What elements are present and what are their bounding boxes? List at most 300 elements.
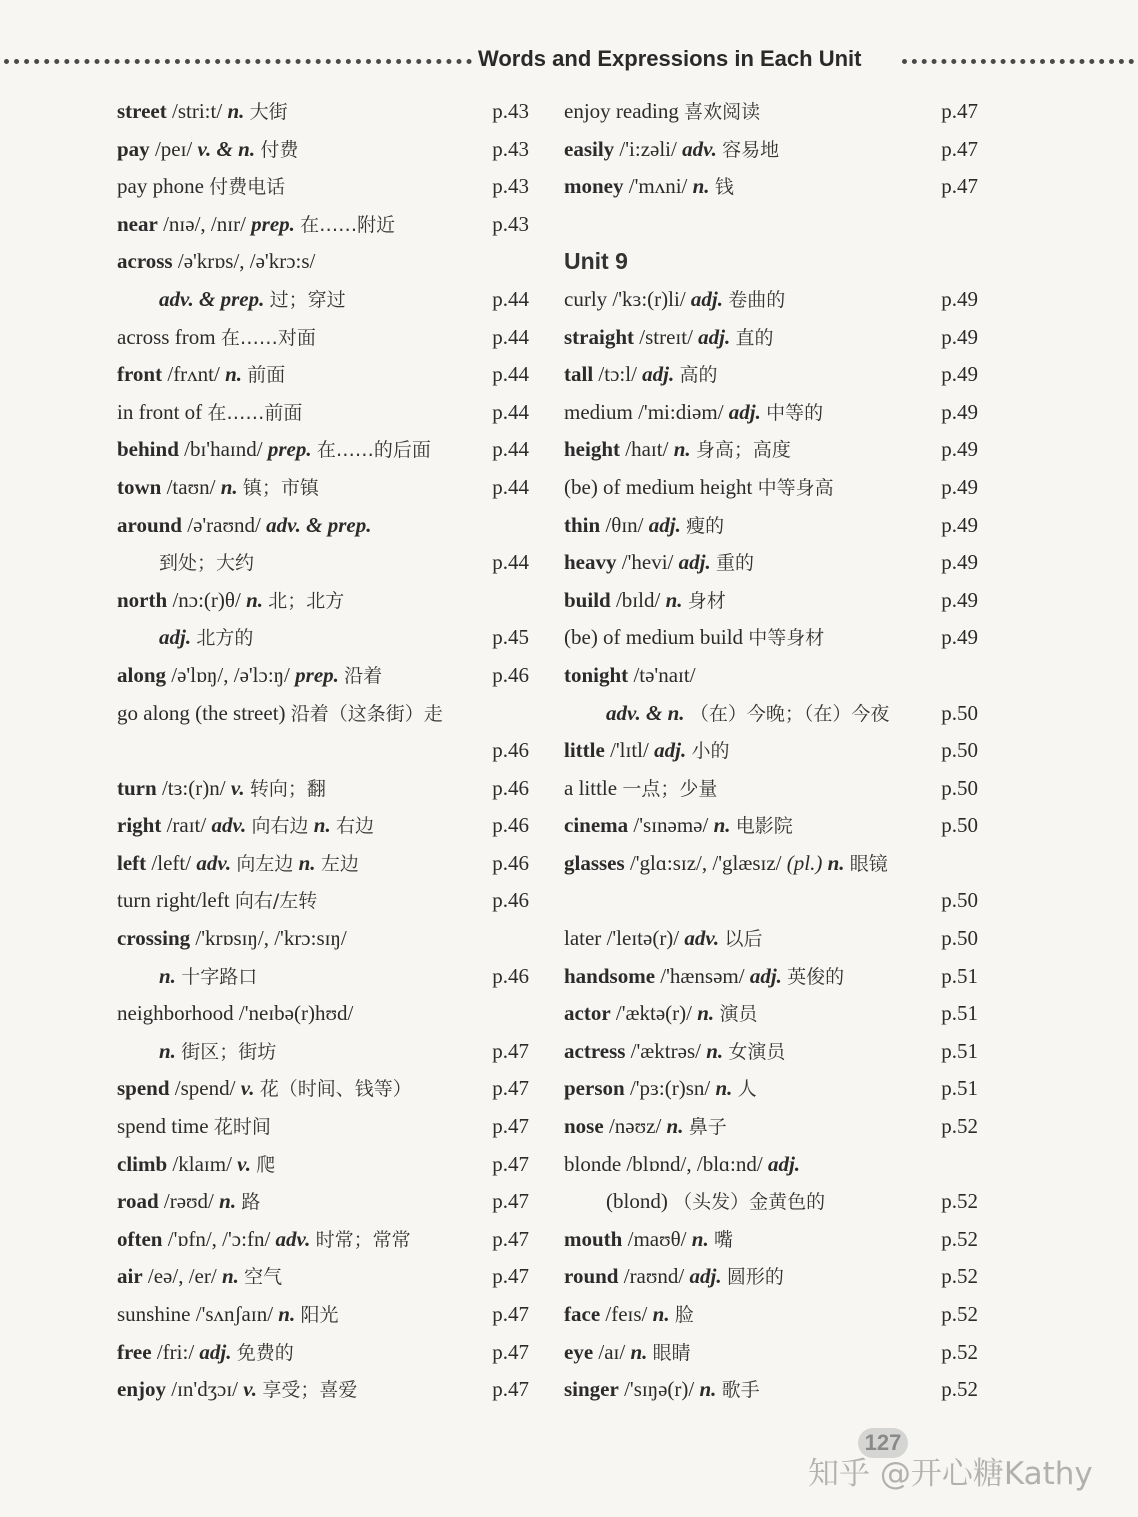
page-reference: p.44 [492, 437, 529, 462]
chinese-meaning: 重的 [715, 552, 754, 575]
entry-text [564, 1296, 694, 1335]
chinese-meaning: 嘴 [713, 1228, 733, 1251]
entry-text [117, 394, 302, 433]
headword: build [564, 587, 611, 612]
headword: nose [564, 1114, 604, 1139]
chinese-meaning: 北；北方 [268, 589, 345, 612]
part-of-speech: n. [246, 587, 263, 612]
chinese-meaning: 左边 [320, 852, 359, 875]
vocab-entry [117, 93, 529, 131]
page-reference: p.47 [492, 1264, 529, 1289]
headword: front [117, 362, 163, 387]
headword: near [117, 211, 158, 236]
entry-text [117, 1296, 338, 1335]
part-of-speech: adv. [684, 926, 720, 951]
entry-text [159, 1033, 276, 1072]
headword: easily [564, 136, 615, 161]
entry-text [564, 356, 718, 395]
vocab-entry [117, 319, 529, 357]
phonetic: /bɪld/ [615, 587, 661, 612]
chinese-meaning: 一点；少量 [622, 777, 718, 800]
phonetic: /feɪs/ [605, 1302, 648, 1326]
phonetic: /frʌnt/ [167, 362, 220, 387]
vocab-entry [564, 1221, 978, 1259]
part-of-speech: n. [697, 1001, 715, 1026]
vocab-entry [564, 394, 978, 432]
phrase: enjoy reading [564, 99, 679, 123]
phonetic: /blɒnd/, /blɑ:nd/ [626, 1151, 763, 1176]
entry-text [117, 243, 315, 281]
part-of-speech: adv. & prep. [159, 286, 265, 311]
chinese-meaning: 鼻子 [688, 1116, 727, 1139]
part-of-speech: v. [240, 1076, 255, 1101]
part-of-speech: n. [652, 1302, 670, 1326]
chinese-meaning: 大街 [249, 101, 288, 123]
entry-text [117, 657, 382, 696]
chinese-meaning: 路 [241, 1191, 261, 1214]
vocab-entry [117, 1108, 529, 1146]
page-reference: p.44 [492, 474, 529, 499]
vocab-entry [117, 1033, 529, 1071]
page-reference: p.49 [941, 625, 978, 650]
vocab-entry [564, 657, 978, 695]
vocab-entry [564, 131, 978, 169]
plural-marker: (pl.) [786, 850, 823, 875]
entry-text [564, 319, 774, 358]
entry-text [564, 243, 628, 281]
page-reference: p.44 [492, 550, 529, 575]
part-of-speech: adj. [648, 512, 681, 537]
phonetic: /'i:zəli/ [619, 136, 677, 161]
entry-text [117, 582, 344, 621]
vocab-entry [564, 582, 978, 620]
vocab-entry [564, 1334, 978, 1372]
page-reference: p.47 [492, 1038, 529, 1063]
page-reference: p.51 [941, 1038, 978, 1063]
watermark: 知乎 @开心糖Kathy [808, 1456, 1093, 1492]
phrase: neighborhood [117, 1001, 234, 1026]
phonetic: /'lɪtl/ [610, 738, 649, 763]
vocab-entry [117, 1183, 529, 1221]
entry-text [159, 958, 257, 997]
chinese-meaning: 眼睛 [652, 1341, 691, 1364]
chinese-meaning: 眼镜 [849, 852, 888, 875]
entry-text [564, 1221, 733, 1260]
chinese-meaning: 享受；喜爱 [262, 1379, 358, 1402]
vocab-entry [564, 882, 978, 920]
part-of-speech: adj. [728, 399, 761, 424]
entry-text [564, 1070, 757, 1109]
entry-text [564, 845, 888, 884]
page-reference: p.46 [492, 813, 529, 838]
vocab-entry [564, 770, 978, 808]
page-reference: p.50 [941, 813, 978, 838]
phonetic: /θɪn/ [605, 512, 644, 537]
page-reference: p.47 [492, 1226, 529, 1251]
headword: spend [117, 1076, 170, 1101]
headword: behind [117, 437, 179, 462]
vocab-entry [117, 770, 529, 808]
chinese-meaning: 歌手 [721, 1379, 760, 1402]
chinese-meaning: 在……的后面 [316, 439, 431, 462]
page-reference: p.44 [492, 286, 529, 311]
part-of-speech: n. [219, 1189, 237, 1214]
variant-spelling: (blond) [606, 1189, 668, 1214]
phrase: pay phone [117, 174, 204, 199]
vocab-entry [117, 507, 529, 545]
phonetic: /nəʊz/ [608, 1114, 662, 1139]
headword: round [564, 1264, 619, 1289]
page-reference: p.47 [941, 99, 978, 123]
part-of-speech: adj. [689, 1264, 722, 1289]
page-reference: p.51 [941, 1076, 978, 1101]
chinese-meaning: 在……对面 [220, 326, 316, 349]
page-reference: p.43 [492, 136, 529, 161]
entry-text [564, 1334, 691, 1373]
phonetic: /ɪn'dʒɔɪ/ [171, 1377, 239, 1402]
headword: left [117, 850, 147, 875]
page-reference: p.52 [941, 1189, 978, 1214]
vocab-entry [117, 281, 529, 319]
phrase: medium [564, 399, 633, 424]
chinese-meaning: 高的 [679, 364, 718, 387]
phonetic: /'glɑ:sɪz/, /'glæsɪz/ [629, 850, 782, 875]
phonetic: /'mi:diəm/ [638, 399, 724, 424]
vocab-entry [564, 920, 978, 958]
vocab-entry [117, 1258, 529, 1296]
entry-text [564, 958, 844, 997]
chinese-meaning: 电影院 [735, 815, 793, 838]
page-reference: p.47 [492, 1189, 529, 1214]
entry-text [117, 845, 359, 884]
page-reference: p.47 [492, 1377, 529, 1402]
part-of-speech: n. [225, 362, 243, 387]
entry-text [117, 1146, 275, 1185]
chinese-meaning: 身材 [687, 589, 726, 612]
phrase: in front of [117, 399, 203, 424]
part-of-speech: n. [692, 174, 710, 199]
headword: heavy [564, 550, 617, 575]
headword: tall [564, 362, 594, 387]
phonetic: /'leɪtə(r)/ [606, 926, 680, 951]
page-reference: p.47 [492, 1151, 529, 1176]
chinese-meaning: 演员 [719, 1003, 758, 1026]
page-number-badge: 127 [858, 1428, 908, 1458]
page-reference: p.50 [941, 738, 978, 763]
page-reference: p.50 [941, 700, 978, 725]
phonetic: /haɪt/ [625, 437, 669, 462]
vocab-entry [117, 131, 529, 169]
right-vocabulary-column [564, 93, 978, 1409]
page-reference: p.47 [492, 1339, 529, 1364]
part-of-speech: adj. [698, 324, 731, 349]
page-reference: p.47 [941, 136, 978, 161]
chinese-meaning: 时常；常常 [315, 1228, 411, 1251]
chinese-meaning: 钱 [714, 176, 734, 199]
page-reference: p.49 [941, 324, 978, 349]
header-dot-leader-left [4, 59, 472, 64]
page-reference: p.46 [492, 775, 529, 800]
phonetic: /klaɪm/ [172, 1151, 232, 1176]
chinese-meaning: 向右/左转 [234, 890, 318, 913]
phonetic: /aɪ/ [598, 1339, 626, 1364]
entry-text [117, 319, 316, 358]
vocab-entry [564, 356, 978, 394]
headword: air [117, 1264, 143, 1289]
chinese-meaning: 女演员 [728, 1040, 786, 1063]
phrase: sunshine [117, 1302, 191, 1326]
vocab-entry [117, 1334, 529, 1372]
page-reference: p.43 [492, 174, 529, 199]
entry-text [564, 582, 726, 621]
part-of-speech: adv. [682, 136, 717, 161]
phonetic: /'ɒfn/, /'ɔ:fn/ [167, 1226, 271, 1251]
part-of-speech: prep. [295, 662, 339, 687]
entry-text [564, 507, 724, 546]
page-reference: p.46 [492, 662, 529, 687]
page-reference: p.49 [941, 286, 978, 311]
part-of-speech: n. [278, 1302, 296, 1326]
entry-text [564, 732, 729, 771]
entry-text [117, 131, 298, 170]
headword: height [564, 437, 621, 462]
vocab-entry [117, 1070, 529, 1108]
entry-text [117, 356, 285, 395]
headword: actress [564, 1038, 626, 1063]
chinese-meaning: 直的 [735, 326, 774, 349]
part-of-speech: n. [715, 1076, 733, 1101]
headword: pay [117, 136, 150, 161]
page-reference: p.44 [492, 399, 529, 424]
vocab-entry [564, 807, 978, 845]
page-reference: p.49 [941, 437, 978, 462]
headword: town [117, 474, 162, 499]
phonetic: /'sɪŋə(r)/ [624, 1377, 695, 1402]
page-reference: p.46 [492, 850, 529, 875]
entry-text [564, 168, 734, 207]
part-of-speech: prep. [251, 211, 295, 236]
vocab-entry [564, 1371, 978, 1409]
entry-text [564, 1371, 760, 1410]
page-reference: p.44 [492, 362, 529, 387]
part-of-speech: n. [220, 474, 238, 499]
chinese-meaning: 圆形的 [726, 1266, 784, 1289]
headword: handsome [564, 963, 656, 988]
entry-text [564, 469, 834, 508]
part-of-speech: n. [673, 437, 691, 462]
part-of-speech: n. [699, 1377, 717, 1402]
entry-text [564, 544, 754, 583]
page-reference: p.50 [941, 775, 978, 800]
entry-text [564, 93, 760, 132]
entry-text [159, 544, 254, 583]
page-reference: p.47 [492, 1114, 529, 1139]
entry-text [117, 93, 288, 132]
headword: crossing [117, 926, 191, 951]
headword: climb [117, 1151, 168, 1176]
phrase: turn right/left [117, 888, 230, 913]
page-reference: p.52 [941, 1377, 978, 1402]
phonetic: /stri:t/ [172, 99, 223, 123]
vocab-entry [564, 168, 978, 206]
headword: along [117, 662, 167, 687]
page-reference: p.50 [941, 888, 978, 913]
chinese-meaning: 向右边 [251, 815, 309, 838]
vocab-entry [564, 544, 978, 582]
phonetic: /raʊnd/ [623, 1264, 685, 1289]
headword: right [117, 813, 162, 838]
vocab-entry [564, 845, 978, 883]
page-reference: p.51 [941, 963, 978, 988]
entry-text [117, 920, 347, 958]
page-reference: p.47 [941, 174, 978, 199]
chinese-meaning: 过；穿过 [269, 288, 346, 311]
phonetic: /maʊθ/ [627, 1226, 687, 1251]
vocab-entry [117, 431, 529, 469]
headword: road [117, 1189, 159, 1214]
chinese-meaning: 卷曲的 [728, 288, 786, 311]
chinese-meaning: 小的 [691, 740, 730, 763]
phrase: blonde [564, 1151, 622, 1176]
phrase: (be) of medium build [564, 625, 744, 650]
phonetic: /left/ [151, 850, 192, 875]
entry-text [564, 657, 696, 695]
part-of-speech: n. [666, 1114, 684, 1139]
entry-text [606, 695, 889, 734]
entry-text [117, 807, 374, 846]
page-reference: p.46 [492, 963, 529, 988]
headword: money [564, 174, 624, 199]
vocab-entry [564, 1033, 978, 1071]
chinese-meaning: 付费电话 [209, 176, 286, 199]
page-reference: p.47 [492, 1076, 529, 1101]
part-of-speech: adj. [767, 1151, 801, 1176]
vocab-entry [564, 281, 978, 319]
part-of-speech: v. [230, 775, 245, 800]
entry-text [564, 394, 823, 433]
part-of-speech: adv. [196, 850, 232, 875]
phonetic: /'æktə(r)/ [615, 1001, 692, 1026]
page-reference: p.45 [492, 625, 529, 650]
entry-text [564, 619, 824, 658]
entry-text [117, 1108, 271, 1147]
vocab-entry [564, 1108, 978, 1146]
vocab-entry [117, 469, 529, 507]
headword: tonight [564, 662, 629, 687]
part-of-speech: n. [630, 1339, 648, 1364]
entry-text [564, 770, 717, 809]
page-header-title: Words and Expressions in Each Unit [478, 46, 862, 71]
page-reference: p.52 [941, 1226, 978, 1251]
page-reference: p.52 [941, 1114, 978, 1139]
vocab-entry [117, 807, 529, 845]
part-of-speech: adj. [642, 362, 675, 387]
vocab-entry [117, 394, 529, 432]
vocab-entry [117, 1146, 529, 1184]
vocab-entry [117, 206, 529, 244]
entry-text [564, 131, 779, 170]
part-of-speech: prep. [267, 437, 312, 462]
phonetic: /spend/ [174, 1076, 236, 1101]
part-of-speech: adv. [275, 1226, 311, 1251]
phrase: later [564, 926, 602, 951]
entry-text [117, 695, 443, 734]
entry-text [117, 1334, 294, 1373]
entry-text [159, 281, 346, 320]
entry-text [117, 1221, 411, 1260]
chinese-meaning: 中等的 [766, 401, 824, 424]
entry-text [117, 1258, 282, 1297]
headword: free [117, 1339, 152, 1364]
phrase: go along (the street) [117, 700, 286, 725]
headword: north [117, 587, 168, 612]
entry-text [564, 431, 791, 470]
entry-text [564, 1108, 727, 1147]
chinese-meaning: 沿着（这条街）走 [290, 702, 443, 725]
chinese-meaning: 阳光 [300, 1304, 339, 1326]
phonetic: /peɪ/ [154, 136, 193, 161]
phrase: across from [117, 324, 216, 349]
vocab-entry [117, 845, 529, 883]
chinese-meaning: （在）今晚；（在）今夜 [689, 702, 890, 725]
chinese-meaning: 中等身材 [748, 627, 825, 650]
headword: street [117, 99, 167, 123]
vocab-entry [564, 431, 978, 469]
phonetic: /streɪt/ [639, 324, 693, 349]
chinese-meaning: 身高；高度 [695, 439, 791, 462]
vocab-entry [564, 469, 978, 507]
phonetic: /taʊn/ [166, 474, 216, 499]
headword: straight [564, 324, 634, 349]
page-reference: p.46 [492, 738, 529, 763]
headword: singer [564, 1377, 619, 1402]
chinese-meaning: 中等身高 [757, 476, 834, 499]
page-reference: p.43 [492, 99, 529, 123]
vocab-entry [117, 243, 529, 281]
headword: person [564, 1076, 625, 1101]
part-of-speech: v. [243, 1377, 258, 1402]
chinese-meaning: 爬 [256, 1153, 276, 1176]
phonetic: /'æktrəs/ [630, 1038, 701, 1063]
headword: enjoy [117, 1377, 166, 1402]
phonetic: /tɔ:l/ [598, 362, 637, 387]
chinese-meaning: 花时间 [213, 1116, 271, 1139]
vocab-entry [564, 695, 978, 733]
vocab-entry [117, 1371, 529, 1409]
entry-text [564, 1258, 784, 1297]
phonetic: /nɔ:(r)θ/ [172, 587, 241, 612]
chinese-meaning: 付费 [260, 138, 299, 161]
headword: around [117, 512, 182, 537]
page-reference: p.44 [492, 324, 529, 349]
part-of-speech: adv. [211, 813, 247, 838]
phonetic: /'krɒsɪŋ/, /'krɔ:sɪŋ/ [195, 926, 347, 951]
chinese-meaning: 英俊的 [787, 965, 845, 988]
vocab-entry [564, 1146, 978, 1184]
vocab-entry [564, 958, 978, 996]
entry-text [564, 807, 793, 846]
phonetic: /'mʌni/ [628, 174, 688, 199]
headword: glasses [564, 850, 625, 875]
vocab-entry [117, 657, 529, 695]
phonetic: /'sɪnəmə/ [633, 813, 709, 838]
phonetic: /bɪ'haɪnd/ [184, 437, 263, 462]
entry-text [606, 1183, 825, 1222]
chinese-meaning: 容易地 [722, 138, 780, 161]
chinese-meaning: 花（时间、钱等） [259, 1078, 412, 1101]
part-of-speech: n. [159, 963, 176, 988]
entry-text [117, 1070, 412, 1109]
